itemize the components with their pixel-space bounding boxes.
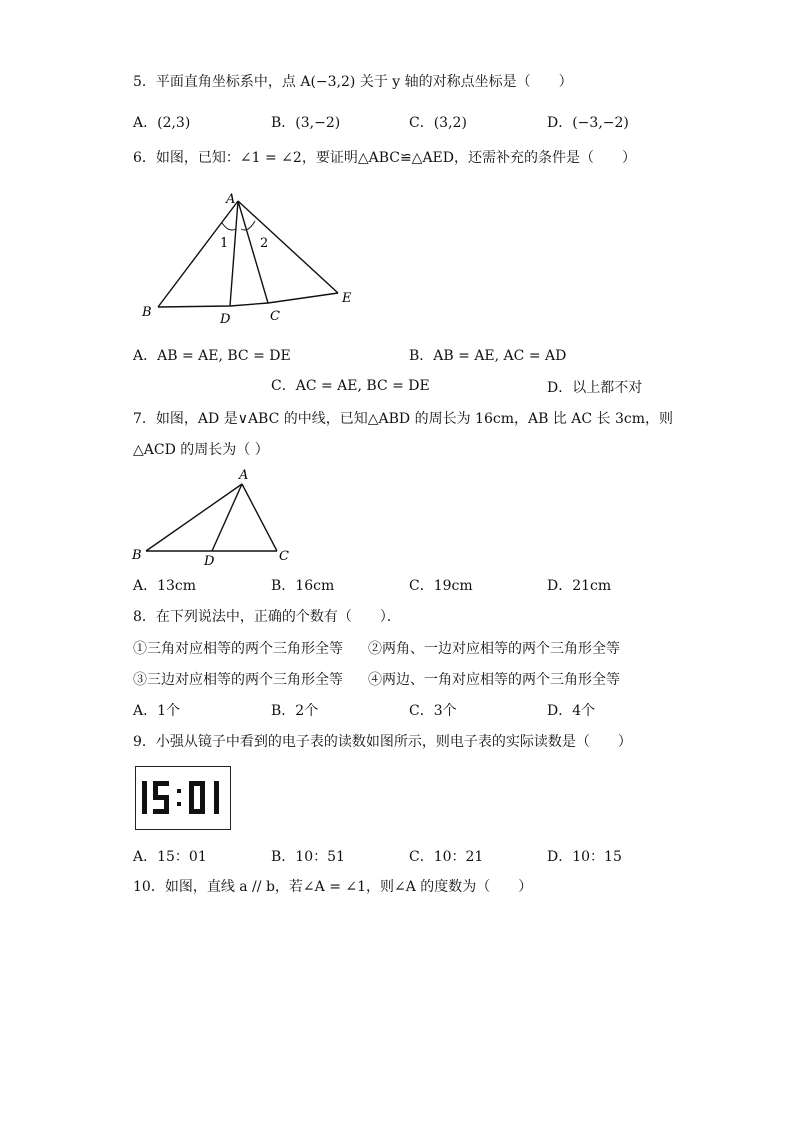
q8-option-a: A．1个 — [133, 703, 181, 719]
q8-statement-2: ②两角、一边对应相等的两个三角形全等 — [368, 641, 620, 657]
q5-option-d: D．(−3,−2) — [547, 115, 629, 131]
q8-option-b: B．2个 — [271, 703, 319, 719]
q6-option-c: C．AC = AE, BC = DE — [271, 378, 430, 394]
q5-option-b: B．(3,−2) — [271, 115, 341, 131]
q9-clock-digits — [136, 767, 229, 828]
q7-stem-line1: 7．如图，AD 是∨ABC 的中线，已知△ABD 的周长为 16cm，AB 比 AC 长 3cm，则 — [133, 411, 674, 427]
q6-option-d: D．以上都不对 — [547, 380, 643, 396]
q7-option-c: C．19cm — [409, 578, 473, 594]
q6-label-2: 2 — [260, 236, 269, 251]
q6-label-e: E — [342, 291, 352, 306]
q6-triangle-figure — [130, 185, 370, 330]
q7-label-b: B — [132, 548, 142, 563]
q8-statement-3: ③三边对应相等的两个三角形全等 — [133, 672, 343, 688]
q6-stem: 6．如图，已知：∠1 = ∠2，要证明△ABC≌△AED，还需补充的条件是（ ） — [133, 150, 637, 166]
q6-angle-1-arc — [222, 223, 236, 230]
q6-side-ac — [238, 201, 268, 303]
q6-side-ab — [158, 201, 238, 307]
q5-option-a: A．(2,3) — [133, 115, 191, 131]
q6-side-ad — [230, 201, 238, 306]
q9-option-a: A．15：01 — [133, 849, 207, 865]
q6-label-a: A — [226, 192, 236, 207]
q10-stem: 10．如图，直线 a // b，若∠A = ∠1，则∠A 的度数为（ ） — [133, 879, 533, 895]
q8-statement-1: ①三角对应相等的两个三角形全等 — [133, 641, 343, 657]
q6-label-b: B — [142, 305, 152, 320]
q7-stem-line2: △ACD 的周长为（ ） — [133, 442, 269, 458]
q6-option-a: A．AB = AE, BC = DE — [133, 348, 291, 364]
q7-option-b: B．16cm — [271, 578, 335, 594]
q8-stem: 8．在下列说法中，正确的个数有（ ）． — [133, 609, 401, 625]
q6-angle-2-arc — [241, 221, 255, 230]
q7-option-d: D．21cm — [547, 578, 612, 594]
q6-label-1: 1 — [220, 236, 229, 251]
q8-statement-4: ④两边、一角对应相等的两个三角形全等 — [368, 672, 620, 688]
q9-stem: 9．小强从镜子中看到的电子表的读数如图所示，则电子表的实际读数是（ ） — [133, 734, 632, 750]
q6-side-ae — [238, 201, 338, 293]
q7-label-a: A — [239, 468, 249, 483]
q7-side-ac — [242, 484, 277, 551]
q6-base-bde — [158, 293, 338, 307]
q5-stem: 5．平面直角坐标系中，点 A(−3,2) 关于 y 轴的对称点坐标是（ ） — [133, 74, 573, 90]
q9-digital-clock — [135, 766, 231, 830]
q7-triangle-figure — [130, 465, 300, 570]
q9-option-b: B．10：51 — [271, 849, 345, 865]
q6-label-c: C — [270, 309, 280, 324]
q7-label-c: C — [279, 549, 289, 564]
q6-option-b: B．AB = AE, AC = AD — [409, 348, 567, 364]
q9-option-d: D．10：15 — [547, 849, 622, 865]
q5-option-c: C．(3,2) — [409, 115, 467, 131]
q7-label-d: D — [204, 554, 215, 569]
q6-label-d: D — [220, 312, 231, 327]
q7-option-a: A．13cm — [133, 578, 197, 594]
q9-option-c: C．10：21 — [409, 849, 484, 865]
q8-option-c: C．3个 — [409, 703, 457, 719]
q8-option-d: D．4个 — [547, 703, 596, 719]
